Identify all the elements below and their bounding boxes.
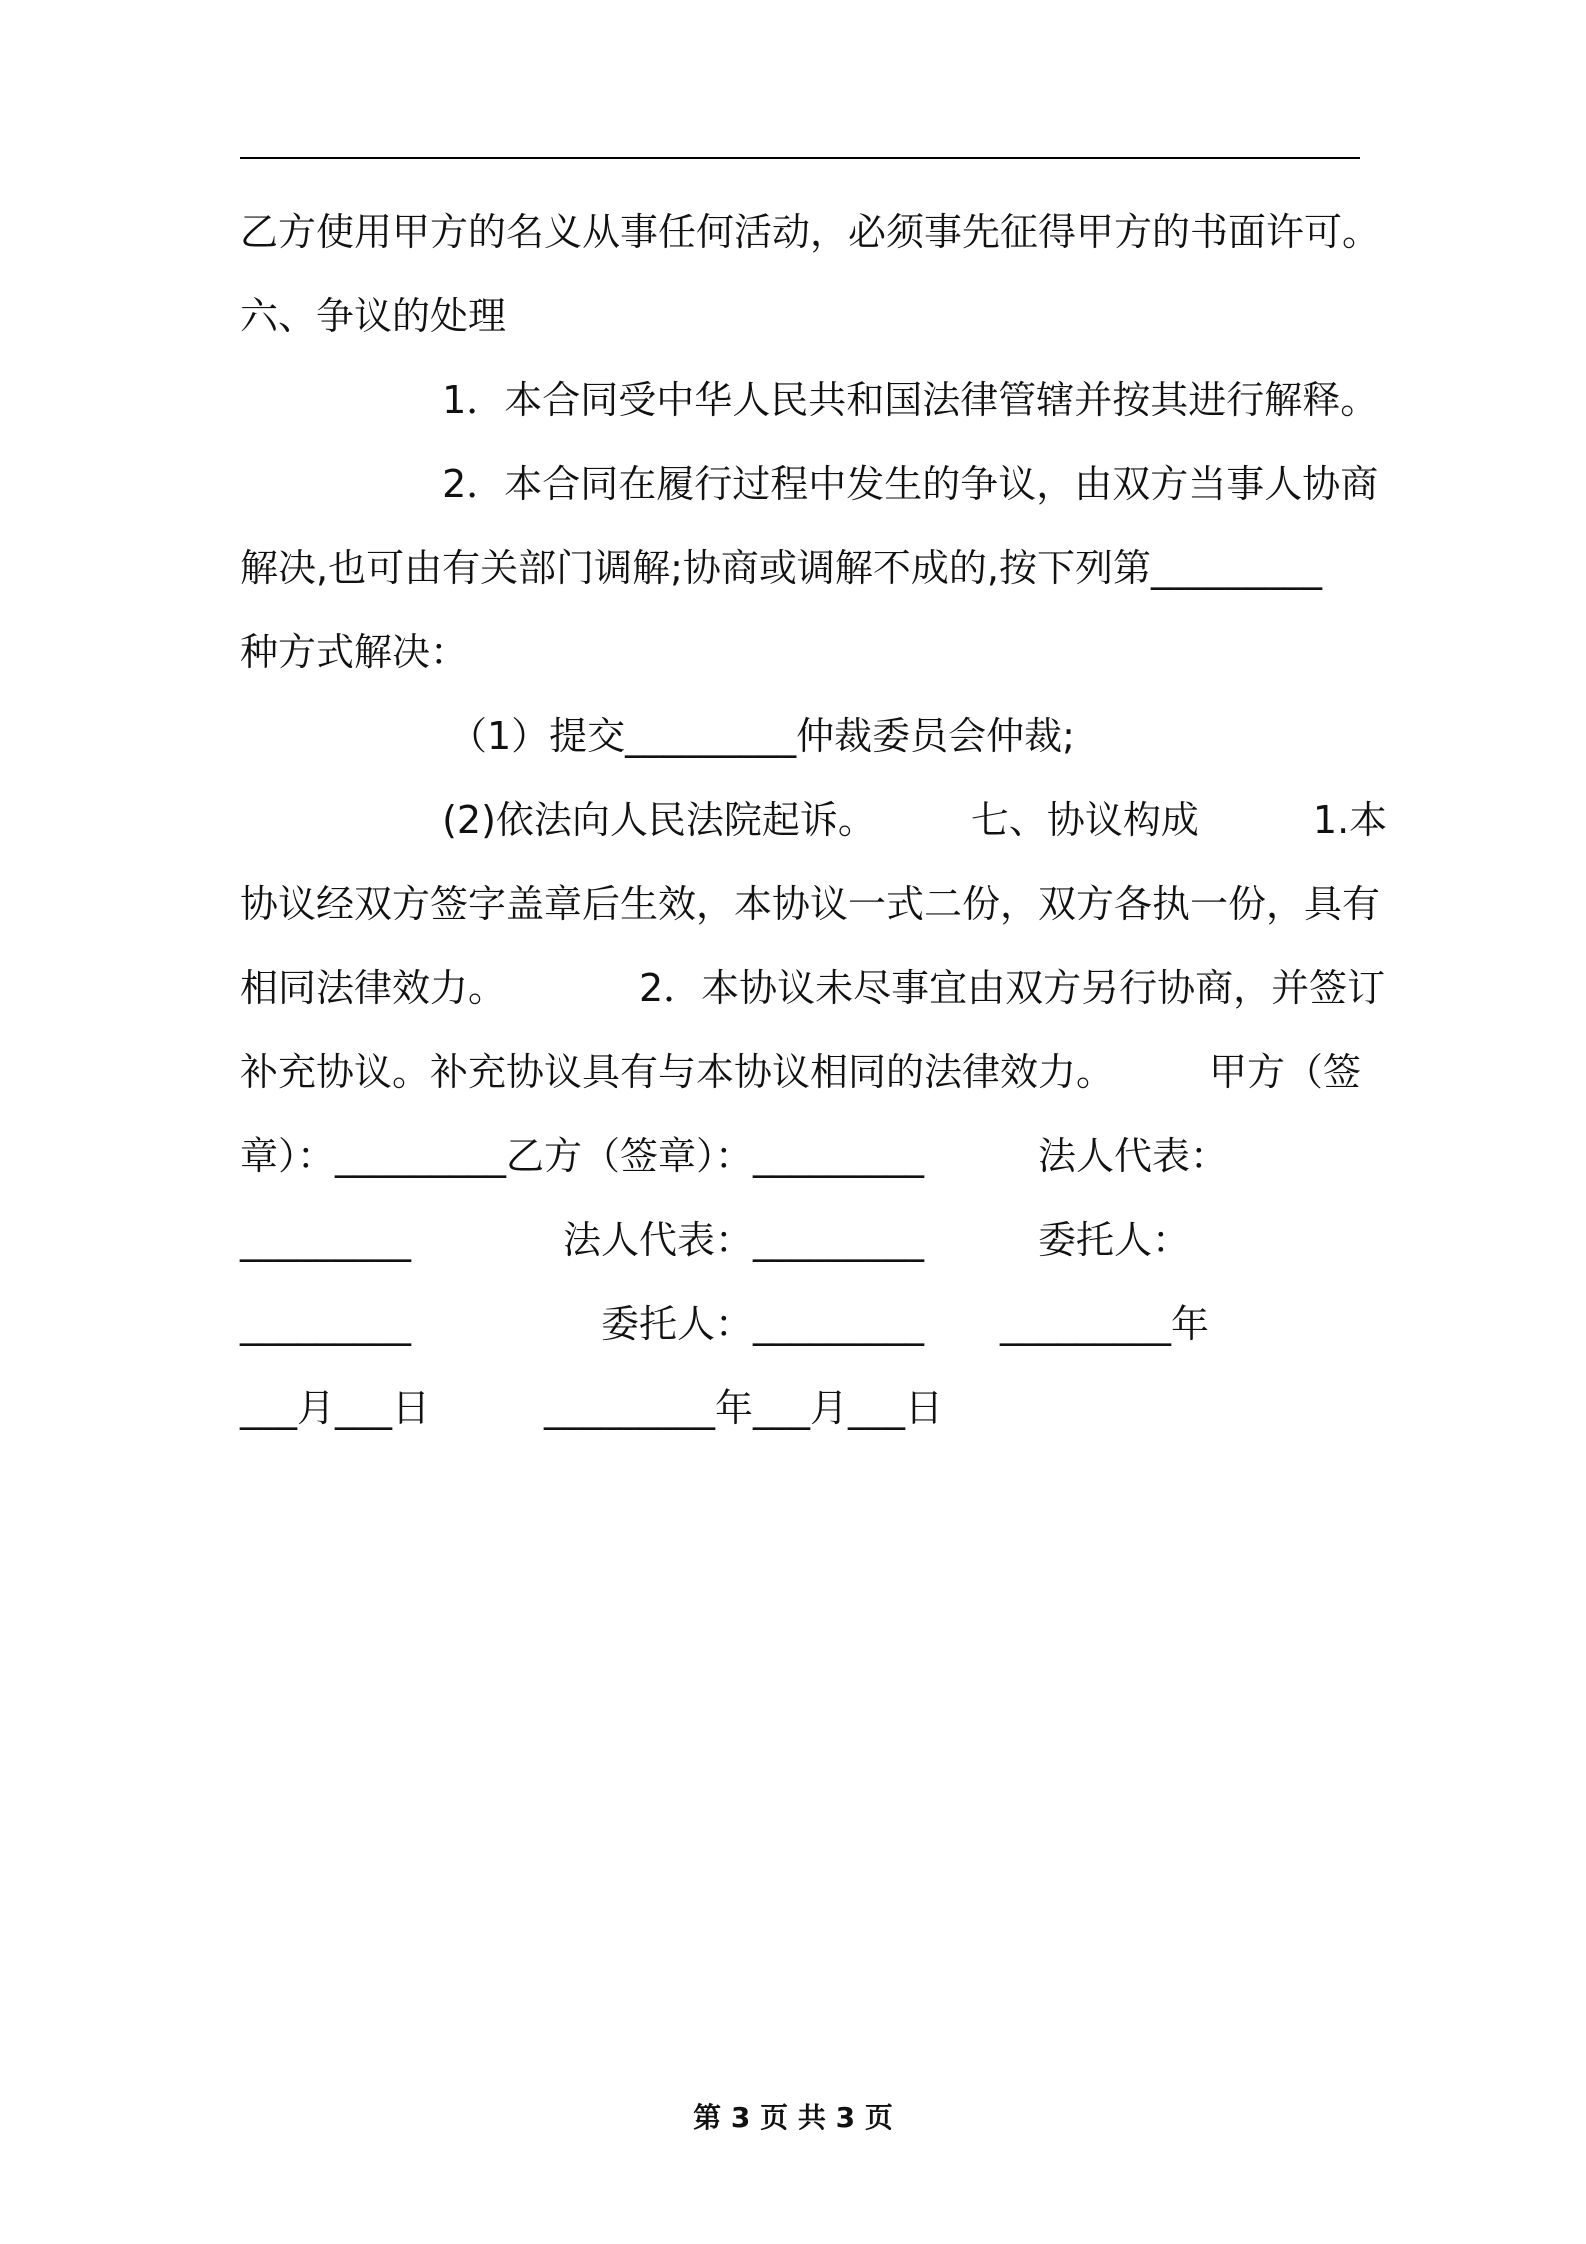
text-line: 2．本合同在履行过程中发生的争议，由双方当事人协商 (240, 462, 1379, 506)
section-heading: 六、争议的处理 (240, 294, 507, 338)
text-line: 协议经双方签字盖章后生效，本协议一式二份，双方各执一份，具有 (240, 882, 1381, 926)
date-line: ___月___日 _________年___月___日 (240, 1386, 944, 1430)
signature-line: 章）：_________乙方（签章）：_________ 法人代表： (240, 1134, 1229, 1178)
document-body (240, 190, 1388, 1450)
header-rule (240, 157, 1360, 159)
signature-line: _________ 委托人：_________ _________年 (240, 1302, 1210, 1346)
text-line: （1）提交_________仲裁委员会仲裁; (240, 714, 1075, 758)
page-number: 第 3 页 共 3 页 (693, 2101, 893, 2134)
text-line: 解决,也可由有关部门调解;协商或调解不成的,按下列第_________ (240, 546, 1322, 590)
text-line: 补充协议。补充协议具有与本协议相同的法律效力。 甲方（签 (240, 1050, 1362, 1094)
text-line: 1．本合同受中华人民共和国法律管辖并按其进行解释。 (240, 378, 1379, 422)
text-line: 种方式解决： (240, 630, 469, 674)
text-line: (2)依法向人民法院起诉。 七、协议构成 1.本 (240, 798, 1388, 842)
text-line: 相同法律效力。 2．本协议未尽事宜由双方另行协商，并签订 (240, 966, 1386, 1010)
text-line: 乙方使用甲方的名义从事任何活动，必须事先征得甲方的书面许可。 (240, 210, 1381, 254)
signature-line: _________ 法人代表：_________ 委托人： (240, 1218, 1191, 1262)
